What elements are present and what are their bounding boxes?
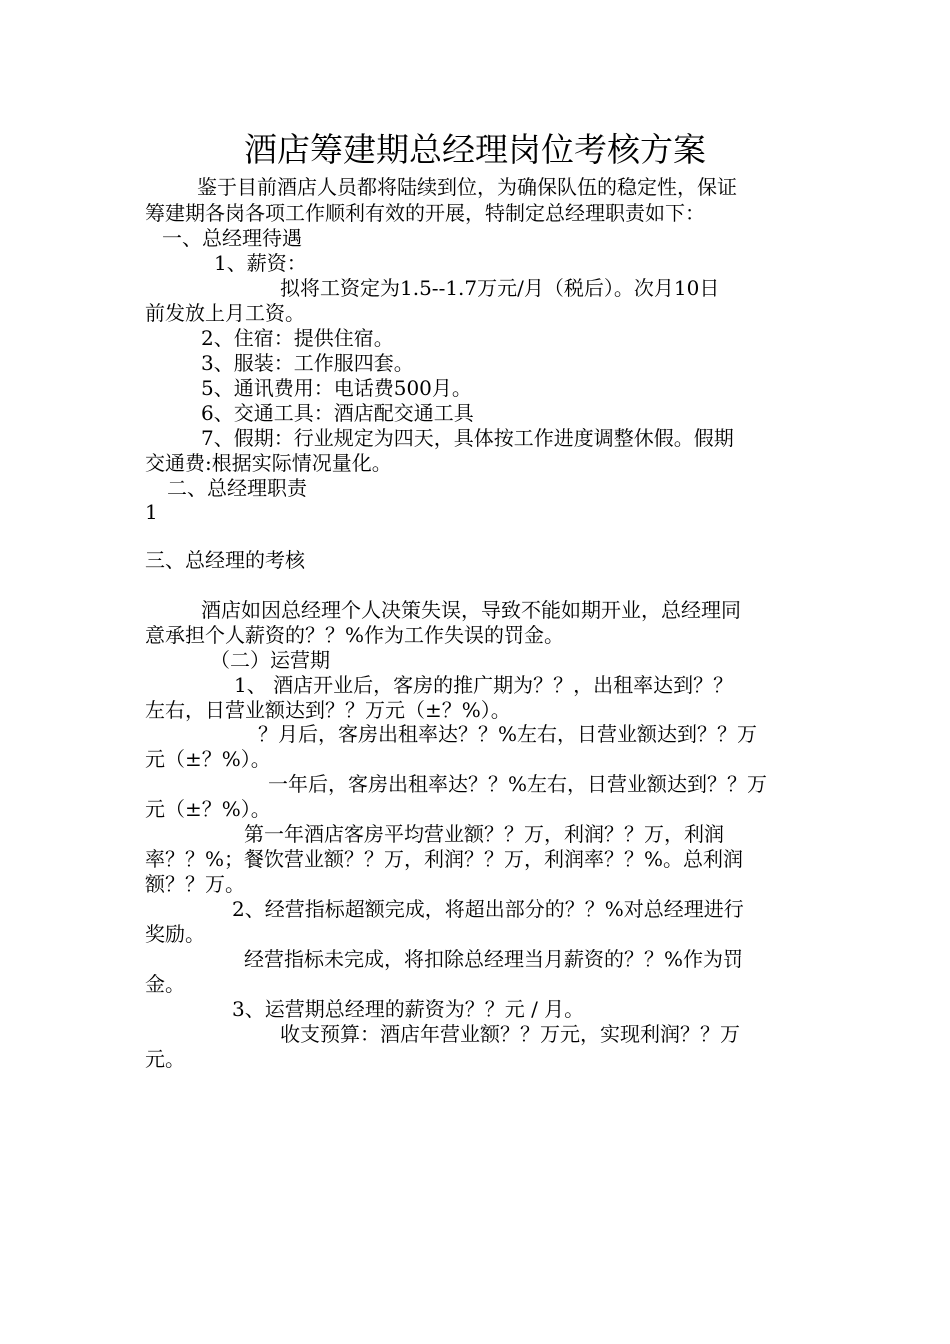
paragraph-line: 鉴于目前酒店人员都将陆续到位，为确保队伍的稳定性，保证 [197,175,737,199]
paragraph-line: 元。 [145,1047,185,1071]
section-heading: 三、总经理的考核 [145,548,305,572]
paragraph-line: ？月后，客房出租率达？？%左右，日营业额达到？？万 [258,722,758,746]
paragraph-line: 率？？%；餐饮营业额？？万，利润？？万，利润率？？%。总利润 [145,847,744,871]
paragraph-line: 2、住宿：提供住宿。 [201,326,394,350]
paragraph-line: 前发放上月工资。 [145,301,305,325]
section-heading: 二、总经理职责 [167,476,307,500]
paragraph-line: 1、薪资： [214,251,307,275]
paragraph-line: 酒店如因总经理个人决策失误，导致不能如期开业，总经理同 [201,598,741,622]
paragraph-line: 金。 [145,972,185,996]
paragraph-line: 5、通讯费用：电话费500月。 [201,376,472,400]
paragraph-line: 3、服装：工作服四套。 [201,351,414,375]
paragraph-line: 元（±？%）。 [145,747,271,771]
paragraph-line: 3、运营期总经理的薪资为？？元 / 月。 [232,997,585,1021]
paragraph-line: 元（±？%）。 [145,797,271,821]
paragraph-line: 意承担个人薪资的？？%作为工作失误的罚金。 [145,623,565,647]
paragraph-line: 奖励。 [145,922,205,946]
paragraph-line: 交通费:根据实际情况量化。 [145,451,392,475]
paragraph-line: 1、 酒店开业后，客房的推广期为？？，出租率达到？？ [234,673,734,697]
section-heading: 一、总经理待遇 [162,226,302,250]
paragraph-line: 第一年酒店客房平均营业额？？万，利润？？万，利润 [244,822,724,846]
paragraph-line: 拟将工资定为1.5--1.7万元/月（税后）。次月10日 [280,276,720,300]
paragraph-line: 1 [145,500,158,524]
paragraph-line: 7、假期：行业规定为四天，具体按工作进度调整休假。假期 [201,426,734,450]
paragraph-line: 一年后，客房出租率达？？%左右，日营业额达到？？万 [268,772,768,796]
paragraph-line: 经营指标未完成，将扣除总经理当月薪资的？？%作为罚 [244,947,744,971]
document-title: 酒店筹建期总经理岗位考核方案 [244,130,706,169]
subsection-heading: （二）运营期 [210,648,330,672]
paragraph-line: 额？？万。 [145,872,245,896]
paragraph-line: 6、交通工具：酒店配交通工具 [201,401,474,425]
paragraph-line: 2、经营指标超额完成，将超出部分的？？%对总经理进行 [232,897,744,921]
paragraph-line: 筹建期各岗各项工作顺利有效的开展，特制定总经理职责如下： [145,201,705,225]
paragraph-line: 收支预算：酒店年营业额？？万元，实现利润？？万 [280,1022,740,1046]
paragraph-line: 左右，日营业额达到？？万元（±？%）。 [145,698,511,722]
